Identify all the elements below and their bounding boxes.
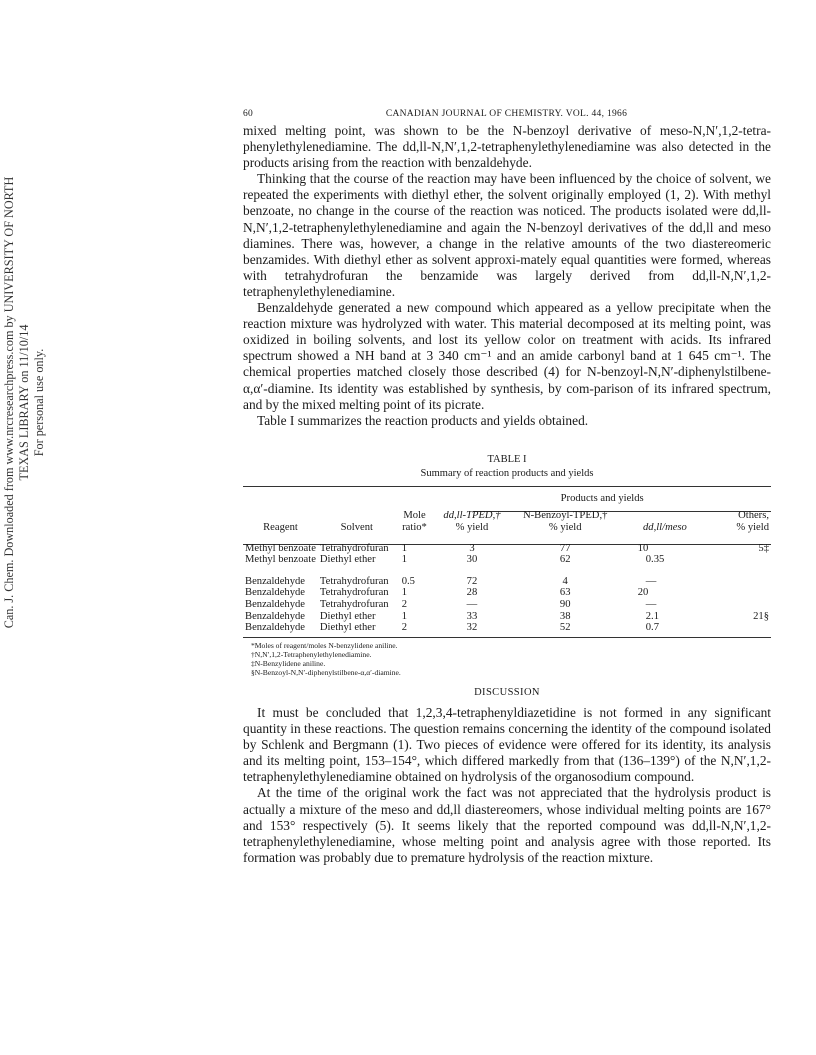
table-row [243,576,771,588]
cell-benz: 62 [559,554,571,566]
table-row [243,599,771,611]
watermark-line-2: For personal use only. [32,348,46,457]
cell-tped: — [466,598,478,610]
cell-solvent: Tetrahydrofuran [319,587,389,599]
cell-others [689,587,771,599]
cell-solvent: Diethyl ether [319,554,376,566]
download-watermark [2,175,46,630]
cell-benz: 90 [559,598,571,610]
col-benz-2: % yield [548,521,582,533]
table-caption: Summary of reaction products and yields [420,468,594,479]
cell-solvent: Diethyl ether [319,610,376,622]
col-benz-1: N-Benzoyl-TPED,† [522,510,608,521]
table-label: TABLE I [487,454,527,465]
cell-ratio: 10 [637,542,649,554]
cell-ratio: 0.35 [645,554,665,566]
body-text [243,123,771,429]
cell-tped: 3 [469,542,475,554]
cell-tped: 30 [466,554,478,566]
cell-benz: 52 [559,622,571,634]
cell-others [689,576,771,588]
paragraph-3: Benzaldehyde generated a new compound which appeared as a yellow precipitate when the reaction mixture was hydrolyzed with water. This material decomposed at its melting point, was oxidized in boiling solvents, and lost its yellow color on treatment with acids. Its infrared spectrum showed a NH band at 3 340 cm⁻¹ and an amide carbonyl band at 1 645 cm⁻¹. The chemical properties matched closely those described (4) for N-benzoyl-N,N′-diphenylstilbene-α,α′-diamine. Its identity was established by synthesis, by com-parison of its infrared spectrum, and by the mixed melting point of its picrate. [243,300,771,412]
cell-ratio: — [645,598,657,610]
cell-mole: 2 [401,622,407,634]
cell-mole: 2 [401,598,407,610]
table-row [243,543,771,555]
cell-ratio: 0.7 [645,622,659,634]
cell-solvent: Tetrahydrofuran [319,542,389,554]
cell-ratio: — [645,575,657,587]
cell-benz: 63 [559,587,571,599]
group-header: Products and yields [560,493,644,504]
table-footnotes [251,641,401,677]
discussion-paragraph-2: At the time of the original work the fact was not appreciated that the hydrolysis product is actually a mixture of the meso and dd,ll diastereomers, whose individual melting points are 167° and 153° respectively (5). It seems likely that the reported compound was dd,ll-N,N′,1,2-tetraphenylethylenediamine, whose melting point and analysis agree with those reported. Its formation was probably due to premature hydrolysis of the reaction mixture. [243,785,771,865]
cell-others [689,554,771,566]
cell-mole: 1 [401,554,407,566]
cell-reagent: Benzaldehyde [245,598,306,610]
section-heading: DISCUSSION [474,687,540,698]
cell-benz: 4 [562,575,568,587]
journal-title: CANADIAN JOURNAL OF CHEMISTRY. VOL. 44, 1966 [385,109,628,119]
col-mole-1: Mole [403,510,426,521]
paragraph-4: Table I summarizes the reaction products and yields obtained. [257,412,589,428]
col-tped-2: % yield [455,521,489,533]
cell-reagent: Benzaldehyde [245,610,306,622]
cell-ratio: 20 [637,587,649,599]
cell-others [689,599,771,611]
col-ratio: dd,ll/meso [643,521,687,533]
cell-solvent: Diethyl ether [319,622,376,634]
cell-tped: 32 [466,622,478,634]
col-solvent: Solvent [340,521,373,533]
col-reagent: Reagent [263,521,298,533]
cell-mole: 1 [401,542,407,554]
cell-benz: 38 [559,610,571,622]
table-bottom-rule [243,637,771,638]
cell-ratio: 2.1 [645,610,659,622]
cell-mole: 1 [401,587,407,599]
cell-solvent: Tetrahydrofuran [319,575,389,587]
cell-mole: 0.5 [401,575,415,587]
paragraph-1: mixed melting point, was shown to be the N-benzoyl derivative of meso-N,N′,1,2-tetra-phenylethylenediamine. The dd,ll-N,N′,1,2-tetraphenylethylenediamine was also detected in the products arising from the reaction with benzaldehyde. [243,123,771,171]
col-tped-1: dd,ll-TPED,† [443,510,501,521]
table-row [243,611,771,623]
cell-tped: 28 [466,587,478,599]
discussion-text [243,705,771,866]
col-others-2: % yield [736,521,769,533]
cell-mole: 1 [401,610,407,622]
results-table [243,485,771,634]
cell-others: 21§ [753,610,769,622]
footnote: §N-Benzoyl-N,N′-diphenylstilbene-α,α′-diamine. [251,668,401,677]
cell-reagent: Benzaldehyde [245,587,306,599]
paragraph-2: Thinking that the course of the reaction may have been influenced by the choice of solvent, we repeated the experiments with diethyl ether, the solvent originally employed (1, 2). With methyl benzoate, no change in the course of the reaction was noticed. The products isolated were dd,ll-N,N′,1,2-tetraphenylethylenediamine and again the N-benzoyl derivatives of the dd,ll and meso diamines. There was, however, a change in the relative amounts of the two diastereomeric benzamides. With diethyl ether as solvent approxi-mately equal quantities were formed, whereas with tetrahydrofuran the benzamide was largely derived from dd,ll-N,N′,1,2-tetraphenylethylenediamine. [243,171,771,299]
footnote: †N,N′,1,2-Tetraphenylethylenediamine. [251,650,372,659]
footnote: *Moles of reagent/moles N-benzylidene aniline. [251,641,398,650]
table-row [243,587,771,599]
cell-others: 5‡ [758,542,769,554]
cell-tped: 33 [466,610,478,622]
col-mole-2: ratio* [402,521,427,533]
cell-reagent: Methyl benzoate [245,542,316,554]
cell-others [689,622,771,634]
cell-reagent: Methyl benzoate [245,554,316,566]
cell-reagent: Benzaldehyde [245,622,306,634]
table-row [243,622,771,634]
watermark-line-1: Can. J. Chem. Downloaded from www.nrcresearchpress.com by UNIVERSITY OF NORTH TEXAS LIBRARY on 11/10/14 [2,176,31,629]
table-row [243,554,771,566]
page-number: 60 [243,109,254,119]
cell-benz: 77 [559,542,571,554]
footnote: ‡N-Benzylidene aniline. [251,659,326,668]
cell-solvent: Tetrahydrofuran [319,598,389,610]
cell-reagent: Benzaldehyde [245,575,306,587]
cell-tped: 72 [466,575,478,587]
discussion-paragraph-1: It must be concluded that 1,2,3,4-tetraphenyldiazetidine is not formed in any significant quantity in these reactions. The question remains concerning the identity of the compound isolated by Schlenk and Bergmann (1). Two pieces of evidence were offered for its identity, its analysis and its melting point, 153–154°, which differed markedly from that (136–139°) of the N,N′,1,2-tetraphenylethylenediamine obtained on hydrolysis of the organosodium compound. [243,705,771,785]
col-others-1: Others, [738,510,769,521]
